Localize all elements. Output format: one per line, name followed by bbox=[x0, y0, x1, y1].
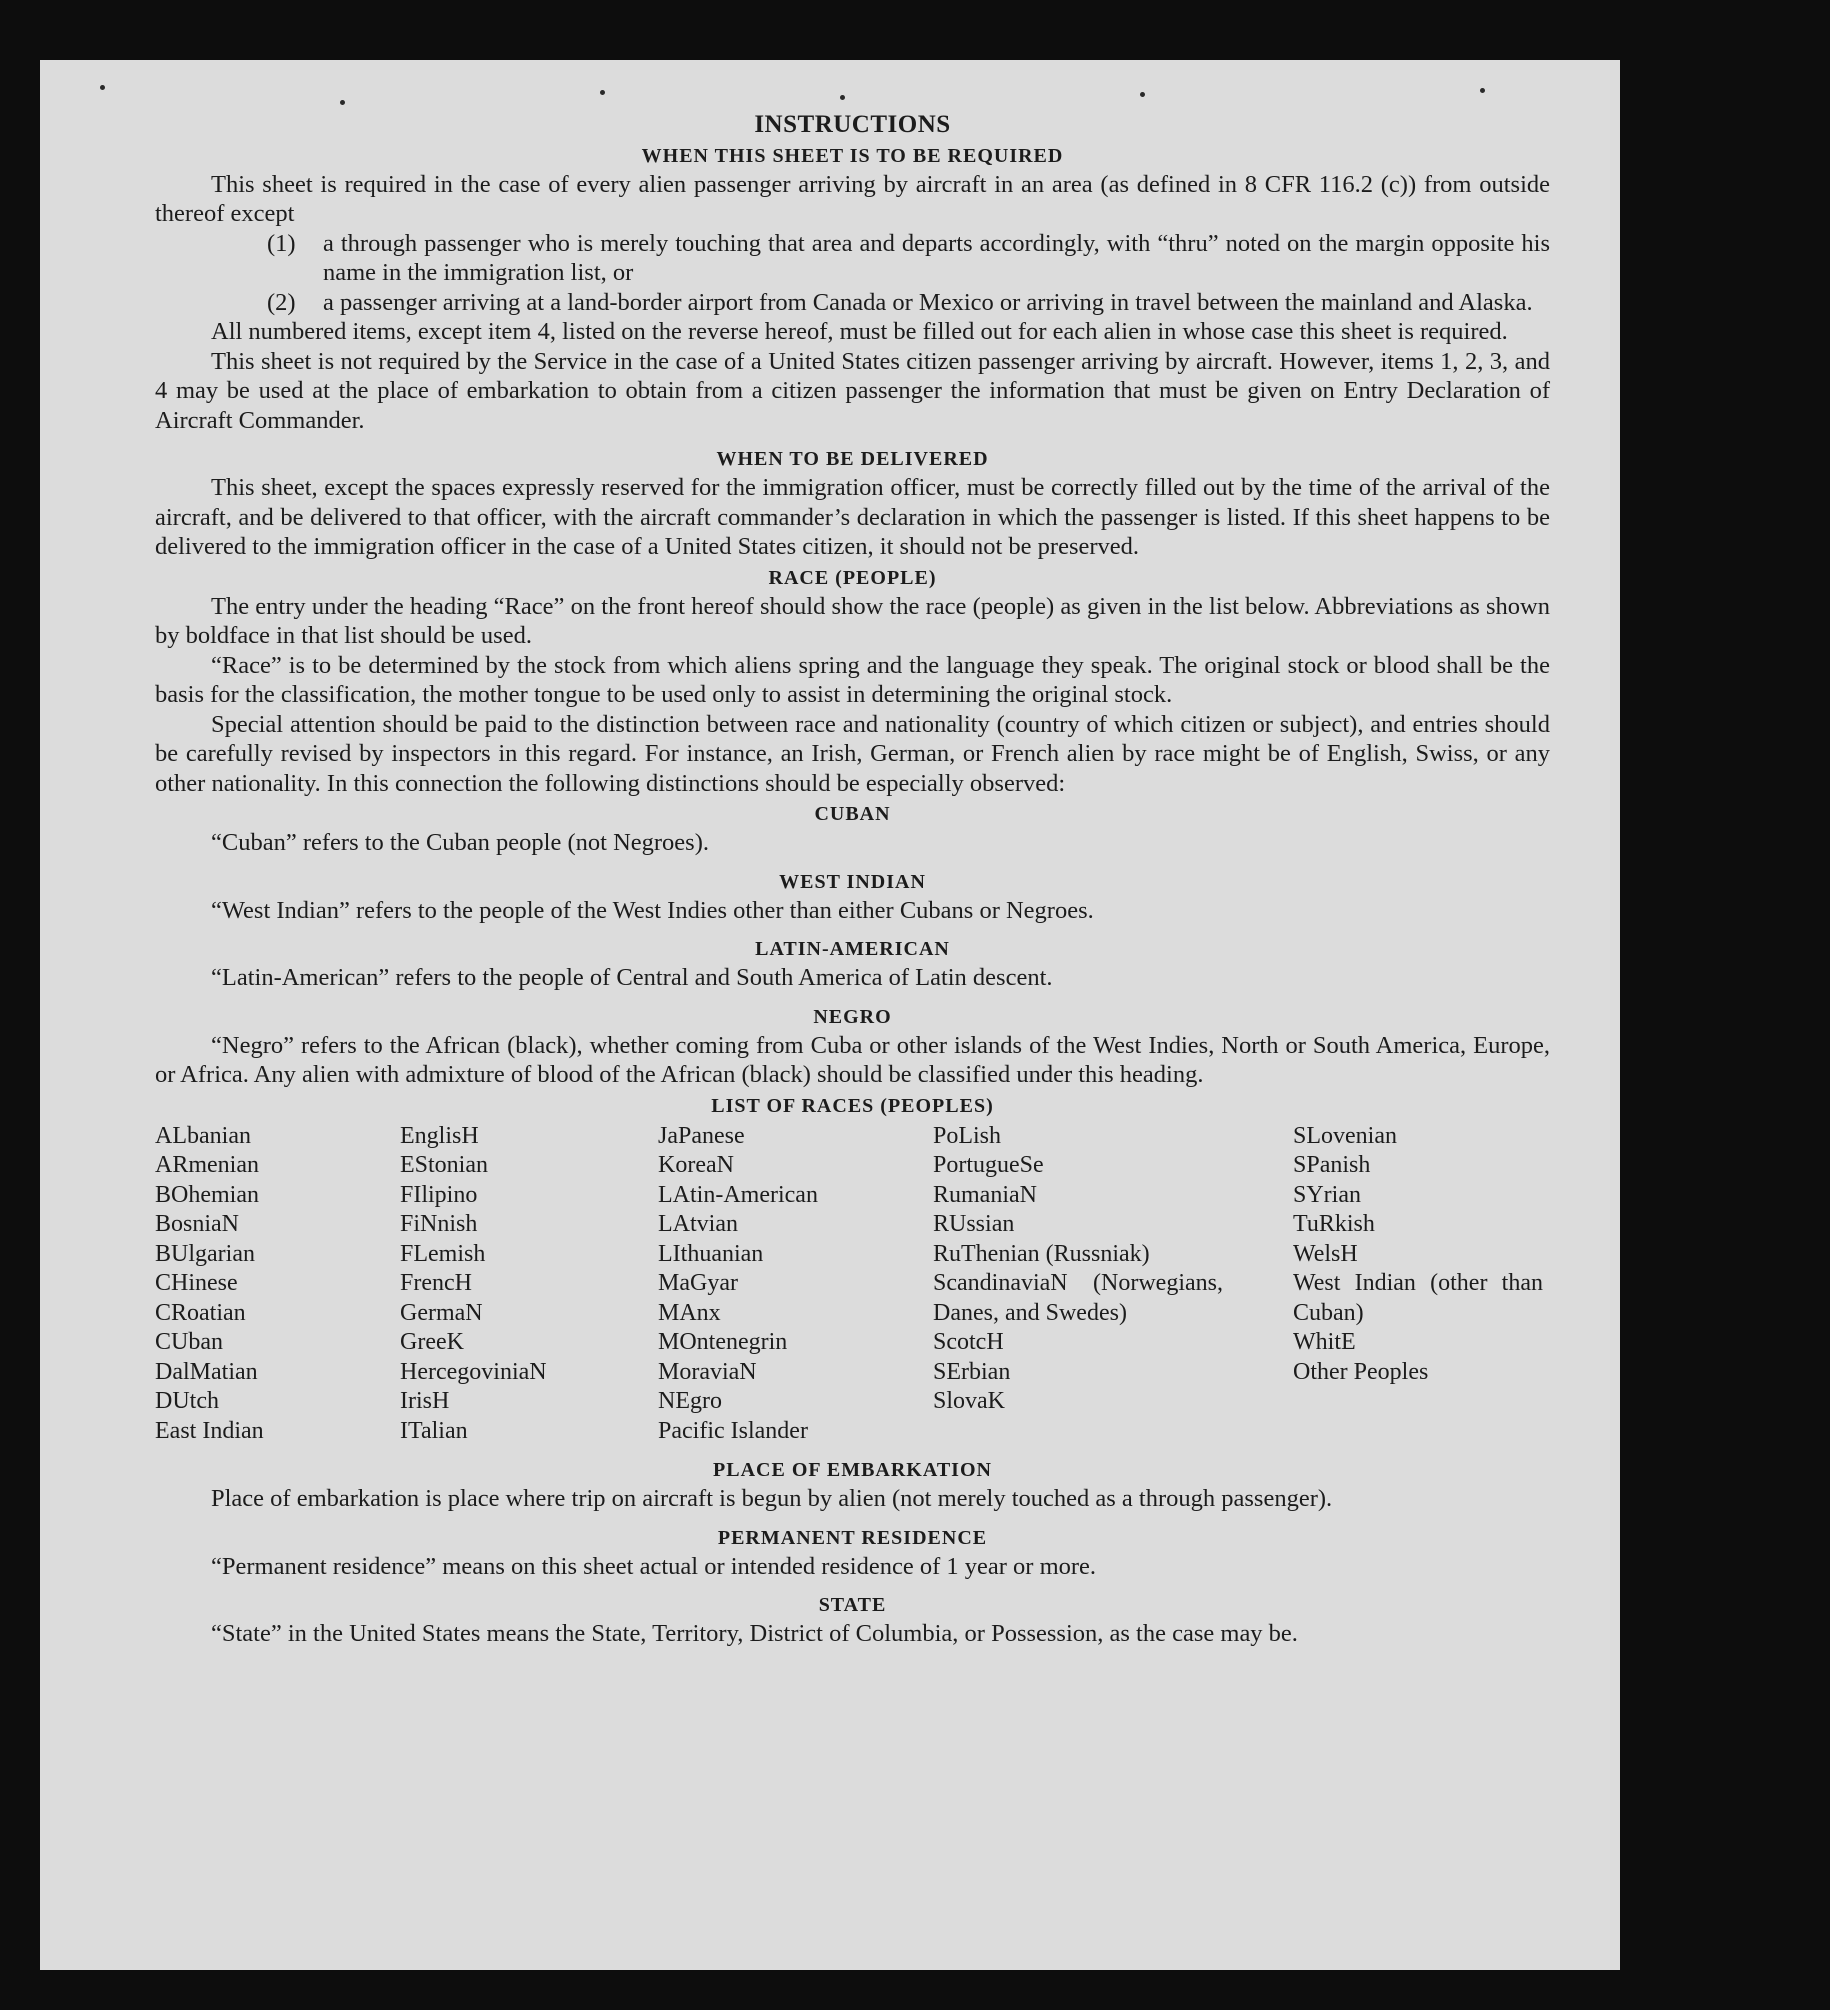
race-entry: TuRkish bbox=[1293, 1211, 1375, 1237]
paragraph: “Negro” refers to the African (black), whether coming from Cuba or other islands of the West Indies, North or South America, Europe, or Africa. Any alien with admixture of blood of the African (black) should be classified under this heading. bbox=[155, 1031, 1550, 1088]
paragraph: This sheet is not required by the Service in the case of a United States citizen passenger arriving by aircraft. However, items 1, 2, 3, and 4 may be used at the place of embarkation to obtain from a citizen passenger the information that must be given on Entry Declaration of Aircraft Commander. bbox=[155, 347, 1550, 434]
race-entry: WelsH bbox=[1293, 1240, 1358, 1267]
race-entry: PoLish bbox=[933, 1122, 1002, 1149]
item-text: a passenger arriving at a land-border airport from Canada or Mexico or arriving in travel between the mainland and Alaska. bbox=[323, 288, 1533, 316]
race-entry: GermaN bbox=[400, 1299, 483, 1326]
item-text: a through passenger who is merely touching that area and departs accordingly, with “thru” noted on the margin opposite his name in the immigration list, or bbox=[323, 229, 1550, 286]
paragraph: All numbered items, except item 4, listed on the reverse hereof, must be filled out for each alien in whose case this sheet is required. bbox=[211, 318, 1508, 345]
race-entry: West Indian (other than Cuban) bbox=[1293, 1270, 1543, 1326]
scan-speck bbox=[100, 85, 105, 90]
scan-speck bbox=[840, 95, 845, 100]
paragraph: “West Indian” refers to the people of the West Indies other than either Cubans or Negroes. bbox=[211, 896, 1094, 924]
race-entry: ScotcH bbox=[933, 1329, 1004, 1355]
heading-permanent-residence: PERMANENT RESIDENCE bbox=[717, 1526, 988, 1549]
race-entry: RUssian bbox=[933, 1211, 1015, 1237]
paragraph: “Cuban” refers to the Cuban people (not Negroes). bbox=[211, 829, 709, 856]
race-entry: MOntenegrin bbox=[658, 1329, 788, 1355]
race-entry: ITalian bbox=[400, 1417, 468, 1444]
race-entry: DUtch bbox=[155, 1388, 219, 1414]
race-entry: EnglisH bbox=[400, 1122, 479, 1149]
item-number: (1) bbox=[267, 229, 296, 257]
race-entry: SYrian bbox=[1293, 1181, 1361, 1208]
race-entry: FrencH bbox=[400, 1270, 472, 1296]
paragraph: This sheet, except the spaces expressly reserved for the immigration officer, must be correctly filled out by the time of the arrival of the aircraft, and be delivered to that officer, with the aircraft commander’s declaration in which the passenger is listed. If this sheet happens to be delivered to the immigration officer in the case of a United States citizen, it should not be preserved. bbox=[155, 474, 1550, 560]
race-entry: RuThenian (Russniak) bbox=[933, 1240, 1150, 1267]
race-entry: MAnx bbox=[658, 1299, 721, 1326]
heading-list-of-races: LIST OF RACES (PEOPLES) bbox=[711, 1094, 994, 1117]
race-entry: ScandinaviaN (Norwegians, Danes, and Swedes) bbox=[933, 1270, 1223, 1326]
paragraph: “Latin-American” refers to the people of Central and South America of Latin descent. bbox=[211, 964, 1053, 991]
races-list bbox=[155, 1122, 1550, 1447]
paragraph: Place of embarkation is place where trip on aircraft is begun by alien (not merely touched as a through passenger). bbox=[211, 1485, 1333, 1512]
race-entry: Other Peoples bbox=[1293, 1358, 1429, 1385]
race-entry: Pacific Islander bbox=[658, 1417, 808, 1444]
race-entry: MaGyar bbox=[658, 1270, 738, 1296]
list-item bbox=[155, 229, 1550, 288]
scan-speck bbox=[600, 90, 605, 95]
heading-place-of-embarkation: PLACE OF EMBARKATION bbox=[713, 1459, 992, 1481]
scan-speck bbox=[1480, 88, 1485, 93]
instructions-content bbox=[155, 110, 1550, 1649]
race-entry: CHinese bbox=[155, 1270, 238, 1296]
race-entry: SPanish bbox=[1293, 1152, 1371, 1178]
race-entry: CUban bbox=[155, 1329, 223, 1355]
race-entry: SErbian bbox=[933, 1358, 1011, 1385]
heading-cuban: CUBAN bbox=[814, 803, 891, 825]
paragraph: The entry under the heading “Race” on the front hereof should show the race (people) as given in the list below. Abbreviations as shown by boldface in that list should be used. bbox=[155, 592, 1550, 649]
races-column bbox=[658, 1122, 933, 1447]
race-entry: BosniaN bbox=[155, 1211, 239, 1237]
race-entry: HercegoviniaN bbox=[400, 1358, 547, 1385]
race-entry: SlovaK bbox=[933, 1388, 1005, 1414]
race-entry: ALbanian bbox=[155, 1122, 251, 1149]
heading-west-indian: WEST INDIAN bbox=[779, 870, 926, 893]
heading-race: RACE (PEOPLE) bbox=[768, 566, 937, 589]
races-column bbox=[1293, 1122, 1543, 1447]
paragraph: “State” in the United States means the State, Territory, District of Columbia, or Possession, as the case may be. bbox=[211, 1620, 1298, 1647]
race-entry: SLovenian bbox=[1293, 1122, 1397, 1149]
race-entry: FiNnish bbox=[400, 1211, 478, 1237]
race-entry: KoreaN bbox=[658, 1152, 734, 1178]
scan-speck bbox=[1140, 92, 1145, 97]
race-entry: GreeK bbox=[400, 1329, 464, 1355]
races-column bbox=[400, 1122, 658, 1447]
paragraph: Special attention should be paid to the distinction between race and nationality (country of which citizen or subject), and entries should be carefully revised by inspectors in this regard. For instance, an Irish, German, or French alien by race might be of English, Swiss, or any other nationality. In this connection the following distinctions should be especially observed: bbox=[155, 710, 1550, 797]
paragraph: “Race” is to be determined by the stock from which aliens spring and the language they speak. The original stock or blood shall be the basis for the classification, the mother tongue to be used only to assist in determining the original stock. bbox=[155, 651, 1550, 708]
race-entry: PortugueSe bbox=[933, 1152, 1044, 1178]
page-title: INSTRUCTIONS bbox=[754, 111, 951, 138]
race-entry: RumaniaN bbox=[933, 1181, 1037, 1208]
race-entry: LAtvian bbox=[658, 1211, 738, 1237]
race-entry: NEgro bbox=[658, 1388, 722, 1414]
race-entry: LIthuanian bbox=[658, 1240, 764, 1267]
race-entry: BUlgarian bbox=[155, 1240, 255, 1267]
race-entry: WhitE bbox=[1293, 1329, 1356, 1355]
document-page bbox=[40, 60, 1620, 1970]
race-entry: FIlipino bbox=[400, 1181, 478, 1208]
race-entry: LAtin-American bbox=[658, 1181, 818, 1208]
race-entry: JaPanese bbox=[658, 1122, 745, 1149]
heading-when-required: WHEN THIS SHEET IS TO BE REQUIRED bbox=[641, 144, 1064, 167]
race-entry: EStonian bbox=[400, 1152, 488, 1178]
race-entry: MoraviaN bbox=[658, 1358, 757, 1385]
heading-negro: NEGRO bbox=[813, 1005, 892, 1028]
race-entry: FLemish bbox=[400, 1240, 486, 1267]
race-entry: CRoatian bbox=[155, 1299, 246, 1326]
races-column bbox=[155, 1122, 400, 1447]
race-entry: East Indian bbox=[155, 1417, 264, 1444]
race-entry: IrisH bbox=[400, 1388, 450, 1414]
item-number: (2) bbox=[267, 288, 296, 316]
race-entry: DalMatian bbox=[155, 1358, 258, 1385]
heading-latin-american: LATIN-AMERICAN bbox=[755, 938, 950, 960]
race-entry: BOhemian bbox=[155, 1181, 259, 1208]
scan-speck bbox=[340, 100, 345, 105]
list-item bbox=[155, 288, 1550, 318]
paragraph: “Permanent residence” means on this sheet actual or intended residence of 1 year or more. bbox=[211, 1552, 1097, 1580]
races-column bbox=[933, 1122, 1293, 1447]
paragraph: This sheet is required in the case of every alien passenger arriving by aircraft in an area (as defined in 8 CFR 116.2 (c)) from outside thereof except bbox=[155, 170, 1550, 227]
heading-when-delivered: WHEN TO BE DELIVERED bbox=[716, 448, 989, 470]
race-entry: ARmenian bbox=[155, 1152, 259, 1178]
heading-state: STATE bbox=[818, 1594, 887, 1616]
